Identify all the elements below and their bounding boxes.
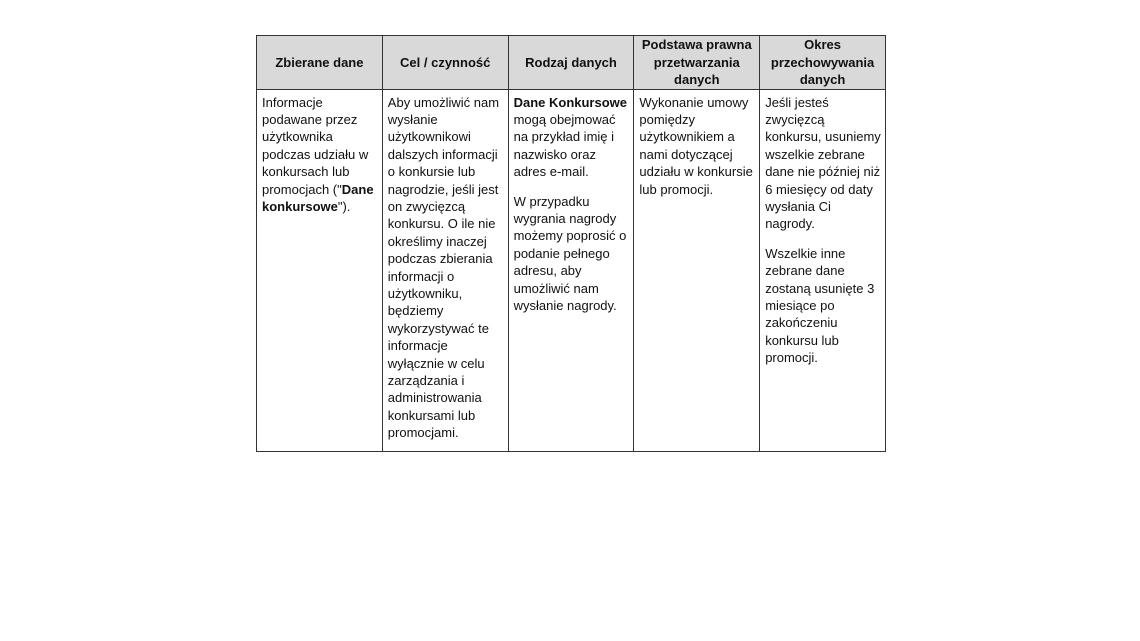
data-type-bold-term: Dane Konkursowe (513, 94, 628, 110)
collected-text-before: Informacje podawane przez użytkownika podczas udziału w konkursach lub promocjach (" (262, 94, 369, 197)
header-collected-data: Zbierane dane (257, 36, 383, 90)
cell-collected-data (257, 89, 383, 451)
table-body (257, 89, 886, 451)
collected-bold-term: Dane konkursowe (262, 181, 374, 214)
table-row (257, 89, 886, 451)
header-purpose: Cel / czynność (382, 36, 508, 90)
data-type-paragraph-1 (514, 94, 630, 181)
retention-paragraph-2: Wszelkie inne zebrane dane zostaną usunięte 3 miesiące po zakończeniu konkursu lub promocji. (765, 245, 875, 366)
retention-paragraph-1: Jeśli jesteś zwycięzcą konkursu, usuniemy wszelkie zebrane dane nie później niż 6 miesięcy od daty wysłania Ci nagrody. (765, 94, 881, 232)
cell-legal-basis (634, 89, 760, 451)
collected-text-after: "). (337, 198, 351, 214)
cell-purpose (382, 89, 508, 451)
data-type-paragraph-2: W przypadku wygrania nagrody możemy poprosić o podanie pełnego adresu, aby umożliwić nam wysłanie nagrody. (513, 193, 627, 313)
data-processing-table (256, 35, 886, 452)
header-row (257, 36, 886, 90)
purpose-text: Aby umożliwić nam wysłanie użytkownikowi dalszych informacji o konkursie lub nagrodzie, jeśli jest on zwycięzcą konkursu. O ile nie określimy inaczej podczas zbierania informacji o użytkowniku, będziemy wykorzystywać te informacje wyłącznie w celu zarządzania i administrowania konkursami lub promocjami. (387, 94, 500, 441)
header-data-type: Rodzaj danych (508, 36, 634, 90)
table-header (257, 36, 886, 90)
header-legal-basis: Podstawa prawna przetwarzania danych (634, 36, 760, 90)
cell-data-type (508, 89, 634, 451)
cell-retention-period (760, 89, 886, 451)
header-retention-period: Okres przechowywania danych (760, 36, 886, 90)
data-type-p1-rest: mogą obejmować na przykład imię i nazwisko oraz adres e-mail. (513, 111, 616, 180)
legal-basis-text: Wykonanie umowy pomiędzy użytkownikiem a nami dotyczącej udziału w konkursie lub promocji. (639, 94, 753, 197)
